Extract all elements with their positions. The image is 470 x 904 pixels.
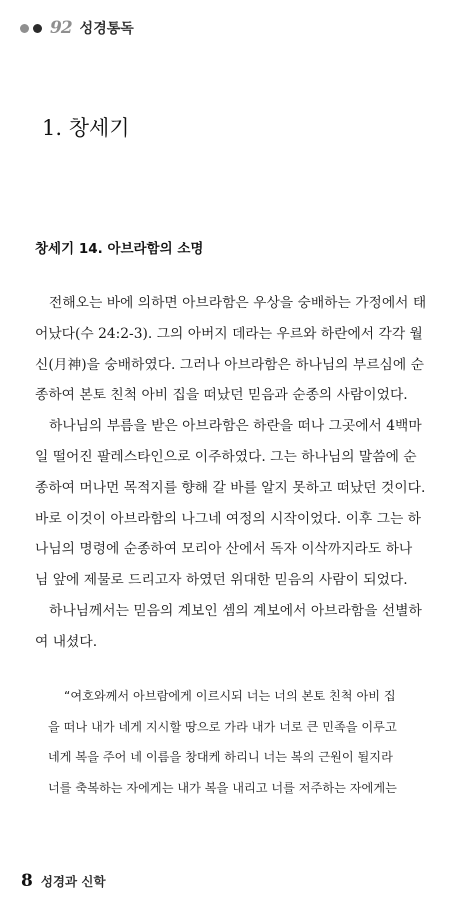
body-line: 일 떨어진 팔레스타인으로 이주하였다. 그는 하나님의 말씀에 순 — [35, 448, 417, 465]
running-footer — [21, 871, 106, 891]
body-line: 나님의 명령에 순종하여 모리아 산에서 독자 이삭까지라도 하나 — [35, 541, 413, 558]
body-line: 님 앞에 제물로 드리고자 하였던 위대한 믿음의 사람이 되었다. — [35, 572, 408, 589]
quote-line: 너를 축복하는 자에게는 내가 복을 내리고 너를 저주하는 자에게는 — [48, 780, 397, 795]
body-line: 바로 이것이 아브라함의 나그네 여정의 시작이었다. 이후 그는 하 — [35, 510, 421, 527]
quote-line: 네게 복을 주어 네 이름을 창대케 하리니 너는 복의 근원이 될지라 — [48, 750, 393, 764]
running-header — [20, 18, 134, 38]
quote-line: 을 떠나 내가 네게 지시할 땅으로 가라 내가 너로 큰 민족을 이루고 — [48, 719, 397, 734]
page-number: 8 — [21, 871, 33, 891]
body-line: 종하여 본토 친척 아비 집을 떠났던 믿음과 순종의 사람이었다. — [35, 387, 408, 404]
body-line: 하나님의 부름을 받은 아브라함은 하란을 떠나 그곳에서 4백마 — [49, 418, 422, 435]
section-title: 창세기 14. 아브라함의 소명 — [35, 241, 204, 257]
body-text — [35, 288, 460, 658]
quote-line: “여호와께서 아브람에게 이르시되 너는 너의 본토 친척 아비 집 — [64, 689, 396, 703]
body-line: 어났다(수 24:2-3). 그의 아버지 데라는 우르와 하란에서 각각 월 — [35, 325, 423, 342]
body-line: 신(月神)을 숭배하였다. 그러나 아브라함은 하나님의 부르심에 순 — [35, 356, 424, 373]
chapter-title: 1. 창세기 — [42, 116, 130, 140]
footer-title: 성경과 신학 — [40, 874, 106, 889]
gray-dot-icon — [20, 24, 29, 33]
black-dot-icon — [33, 24, 42, 33]
header-number: 92 — [50, 18, 72, 38]
scripture-quote — [48, 681, 460, 803]
body-line: 전해오는 바에 의하면 아브라함은 우상을 숭배하는 가정에서 태 — [49, 295, 427, 311]
body-line: 종하여 머나먼 목적지를 향해 갈 바를 알지 못하고 떠났던 것이다. — [35, 479, 426, 496]
header-title: 성경통독 — [79, 21, 134, 37]
body-line: 여 내셨다. — [35, 633, 98, 650]
body-line: 하나님께서는 믿음의 계보인 셈의 계보에서 아브라함을 선별하 — [49, 602, 422, 619]
